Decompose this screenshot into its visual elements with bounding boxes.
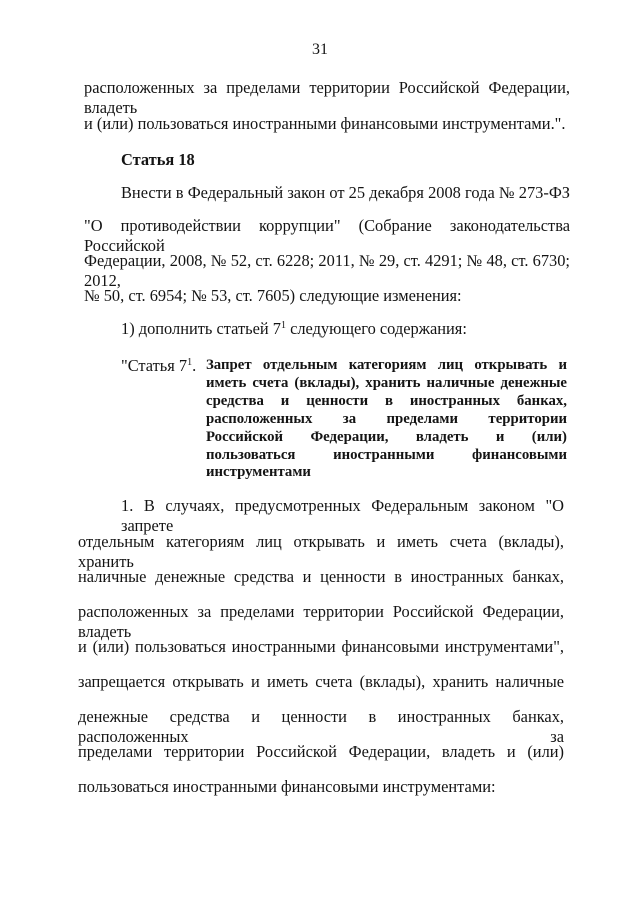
article-heading-line: средства и ценности в иностранных банках, — [206, 393, 567, 409]
item-1-text-rest: следующего содержания: — [285, 319, 467, 338]
body-line: денежные средства и ценности в иностранных банках, расположенных за — [78, 707, 564, 746]
article-7-1-label — [121, 356, 196, 376]
page-number: 31 — [312, 41, 328, 58]
body-line: и (или) пользоваться иностранными финансовыми инструментами", — [78, 637, 564, 656]
body-line: отдельным категориям лиц открывать и иметь счета (вклады), хранить — [78, 532, 564, 571]
item-1-superscript: 1 — [280, 320, 286, 331]
article-label-superscript: 1 — [187, 357, 193, 368]
article-heading-line: инструментами — [206, 464, 311, 480]
body-line: запрещается открывать и иметь счета (вклады), хранить наличные — [78, 672, 564, 691]
article-heading-line: Запрет отдельным категориям лиц открывать и — [206, 357, 567, 373]
body-line: расположенных за пределами территории Российской Федерации, владеть — [78, 602, 564, 641]
article-18-heading: Статья 18 — [121, 150, 195, 169]
body-line: 1. В случаях, предусмотренных Федеральным законом "О запрете — [121, 496, 564, 535]
article-heading-line: расположенных за пределами территории — [206, 411, 567, 427]
article-heading-line: иметь счета (вклады), хранить наличные денежные — [206, 375, 567, 391]
article-heading-line: пользоваться иностранными финансовыми — [206, 447, 567, 463]
item-1-line — [121, 319, 467, 339]
text-line: Внести в Федеральный закон от 25 декабря 2008 года № 273-ФЗ — [121, 183, 570, 202]
text-line: и (или) пользоваться иностранными финансовыми инструментами.". — [84, 114, 566, 133]
text-line: "О противодействии коррупции" (Собрание законодательства Российской — [84, 216, 570, 255]
text-line: расположенных за пределами территории Российской Федерации, владеть — [84, 78, 570, 117]
item-1-text: 1) дополнить статьей 7 — [121, 319, 281, 338]
text-line: Федерации, 2008, № 52, ст. 6228; 2011, № 29, ст. 4291; № 48, ст. 6730; 2012, — [84, 251, 570, 290]
article-label-suffix: . — [192, 356, 197, 375]
body-line: пользоваться иностранными финансовыми инструментами: — [78, 777, 496, 796]
body-line: пределами территории Российской Федерации, владеть и (или) — [78, 742, 564, 761]
body-line: наличные денежные средства и ценности в иностранных банках, — [78, 567, 564, 586]
article-heading-line: Российской Федерации, владеть и (или) — [206, 429, 567, 445]
text-line: № 50, ст. 6954; № 53, ст. 7605) следующие изменения: — [84, 286, 462, 305]
article-label-prefix: "Статья 7 — [121, 356, 188, 375]
